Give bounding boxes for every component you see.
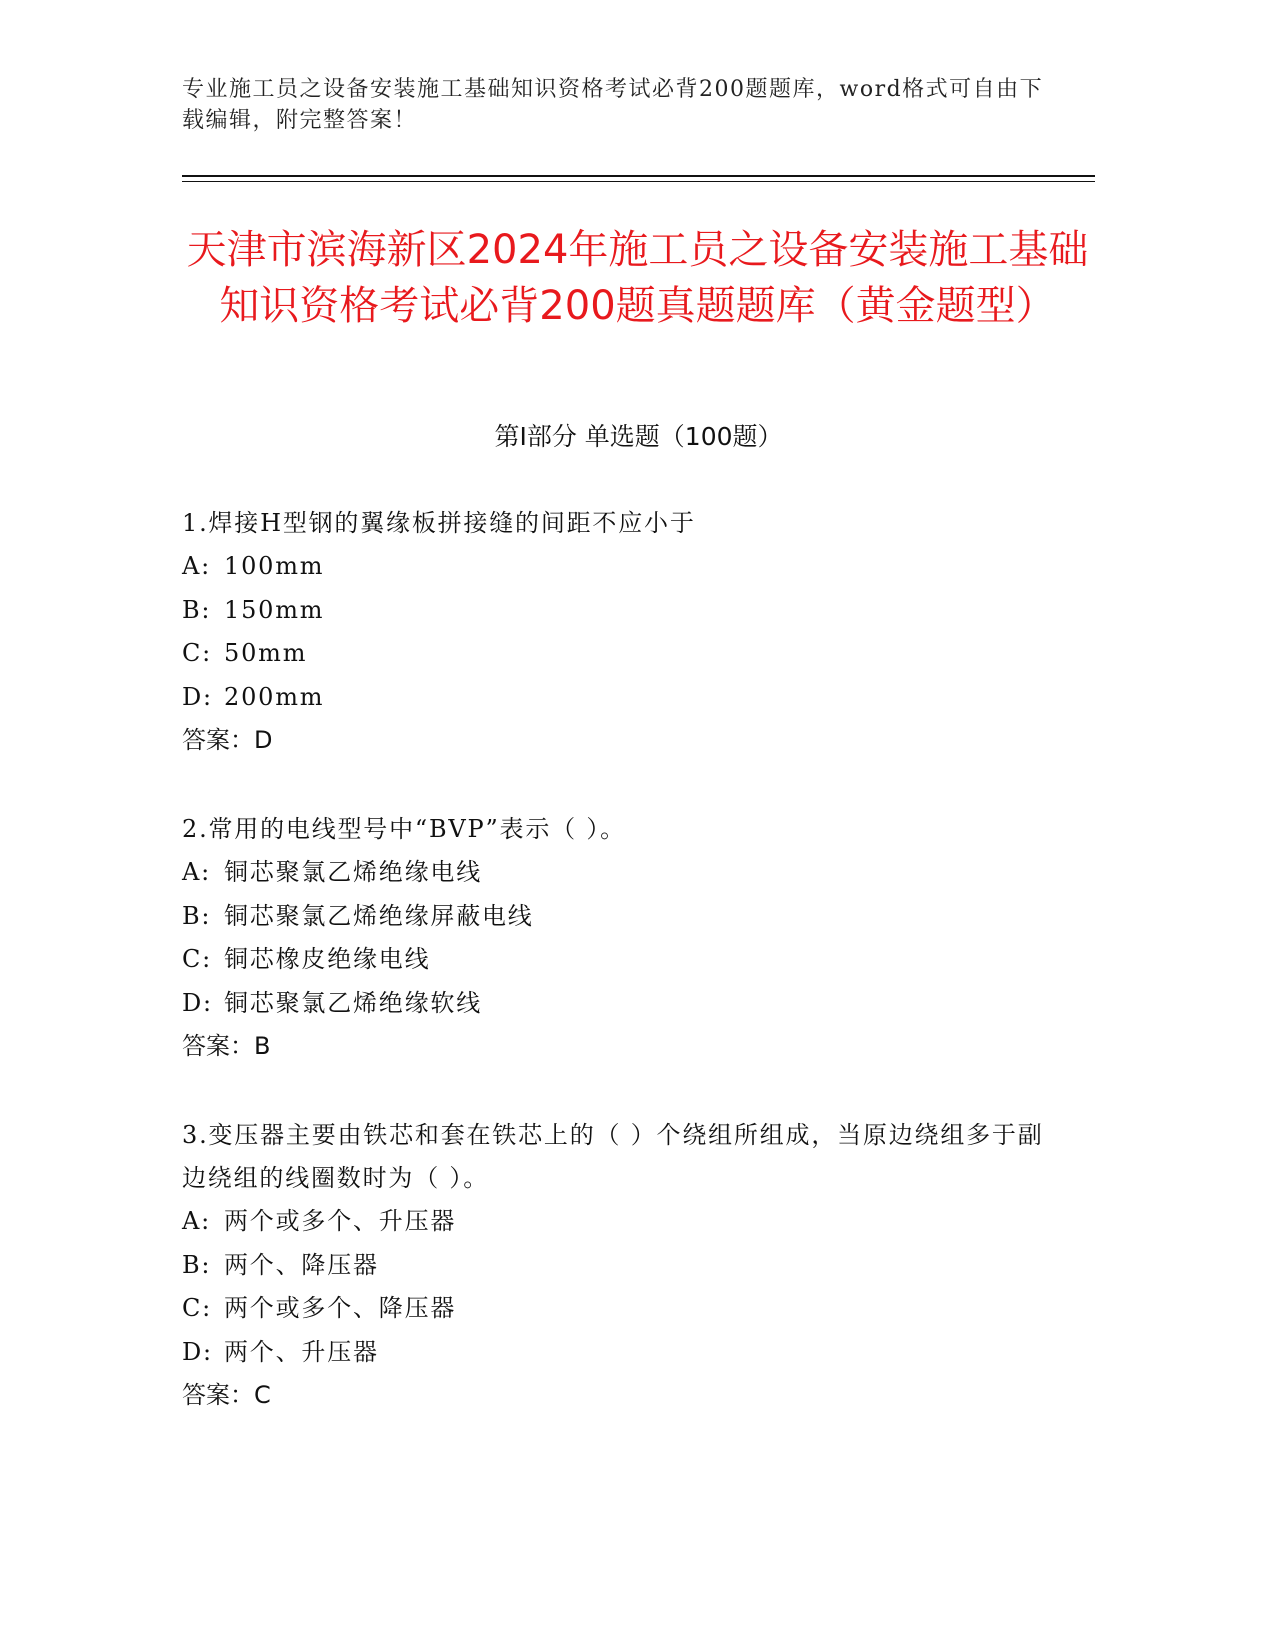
option-b [182,895,1062,939]
answer-line: 答案：D [182,726,273,754]
option-text: 150mm [224,595,325,624]
option-c [182,1287,1062,1331]
answer-line: 答案：C [182,1381,271,1409]
option-letter: A: [182,552,212,580]
option-letter: D: [182,682,213,711]
option-text: 两个或多个、降压器 [224,1294,457,1322]
option-letter: A: [182,1207,212,1235]
option-b [182,1244,1062,1288]
option-text: 两个、降压器 [224,1250,379,1279]
option-letter: B: [182,1250,212,1279]
option-letter: D: [182,1337,213,1366]
option-d [182,676,1062,720]
option-letter: B: [182,595,212,624]
option-text: 两个或多个、升压器 [224,1207,457,1235]
option-text: 100mm [224,552,325,580]
option-d [182,982,1062,1026]
question-stem: 3.变压器主要由铁芯和套在铁芯上的（ ）个绕组所组成，当原边绕组多于副边绕组的线圈数时为（ ）。 [182,1121,1044,1192]
question-1 [182,502,1062,763]
answer-line: 答案：B [182,1032,271,1060]
option-a [182,545,1062,589]
option-a [182,1200,1062,1244]
option-text: 200mm [224,682,325,711]
option-letter: C: [182,945,213,973]
option-text: 铜芯橡皮绝缘电线 [224,945,431,973]
document-title: 天津市滨海新区2024年施工员之设备安装施工基础知识资格考试必背200题真题题库（黄金题型） [186,227,1089,329]
option-letter: C: [182,639,213,667]
header-note: 专业施工员之设备安装施工基础知识资格考试必背200题题库，word格式可自由下载编辑，附完整答案！ [182,77,1044,133]
question-3 [182,1114,1062,1418]
option-letter: D: [182,988,213,1017]
question-2 [182,808,1062,1069]
option-text: 50mm [224,639,308,667]
option-text: 铜芯聚氯乙烯绝缘电线 [224,858,482,886]
option-a [182,851,1062,895]
option-letter: B: [182,901,212,930]
option-c [182,632,1062,676]
option-b [182,589,1062,633]
option-letter: C: [182,1294,213,1322]
option-text: 铜芯聚氯乙烯绝缘屏蔽电线 [224,901,534,930]
question-stem: 2.常用的电线型号中“BVP”表示（ ）。 [182,815,626,843]
option-c [182,938,1062,982]
option-d [182,1331,1062,1375]
section-heading: 第I部分 单选题（100题） [494,422,783,451]
option-text: 铜芯聚氯乙烯绝缘软线 [224,988,482,1017]
header-divider-thin [182,181,1095,182]
header-divider-thick [182,175,1095,177]
option-text: 两个、升压器 [224,1337,379,1366]
option-letter: A: [182,858,212,886]
question-stem: 1.焊接H型钢的翼缘板拼接缝的间距不应小于 [182,509,696,537]
